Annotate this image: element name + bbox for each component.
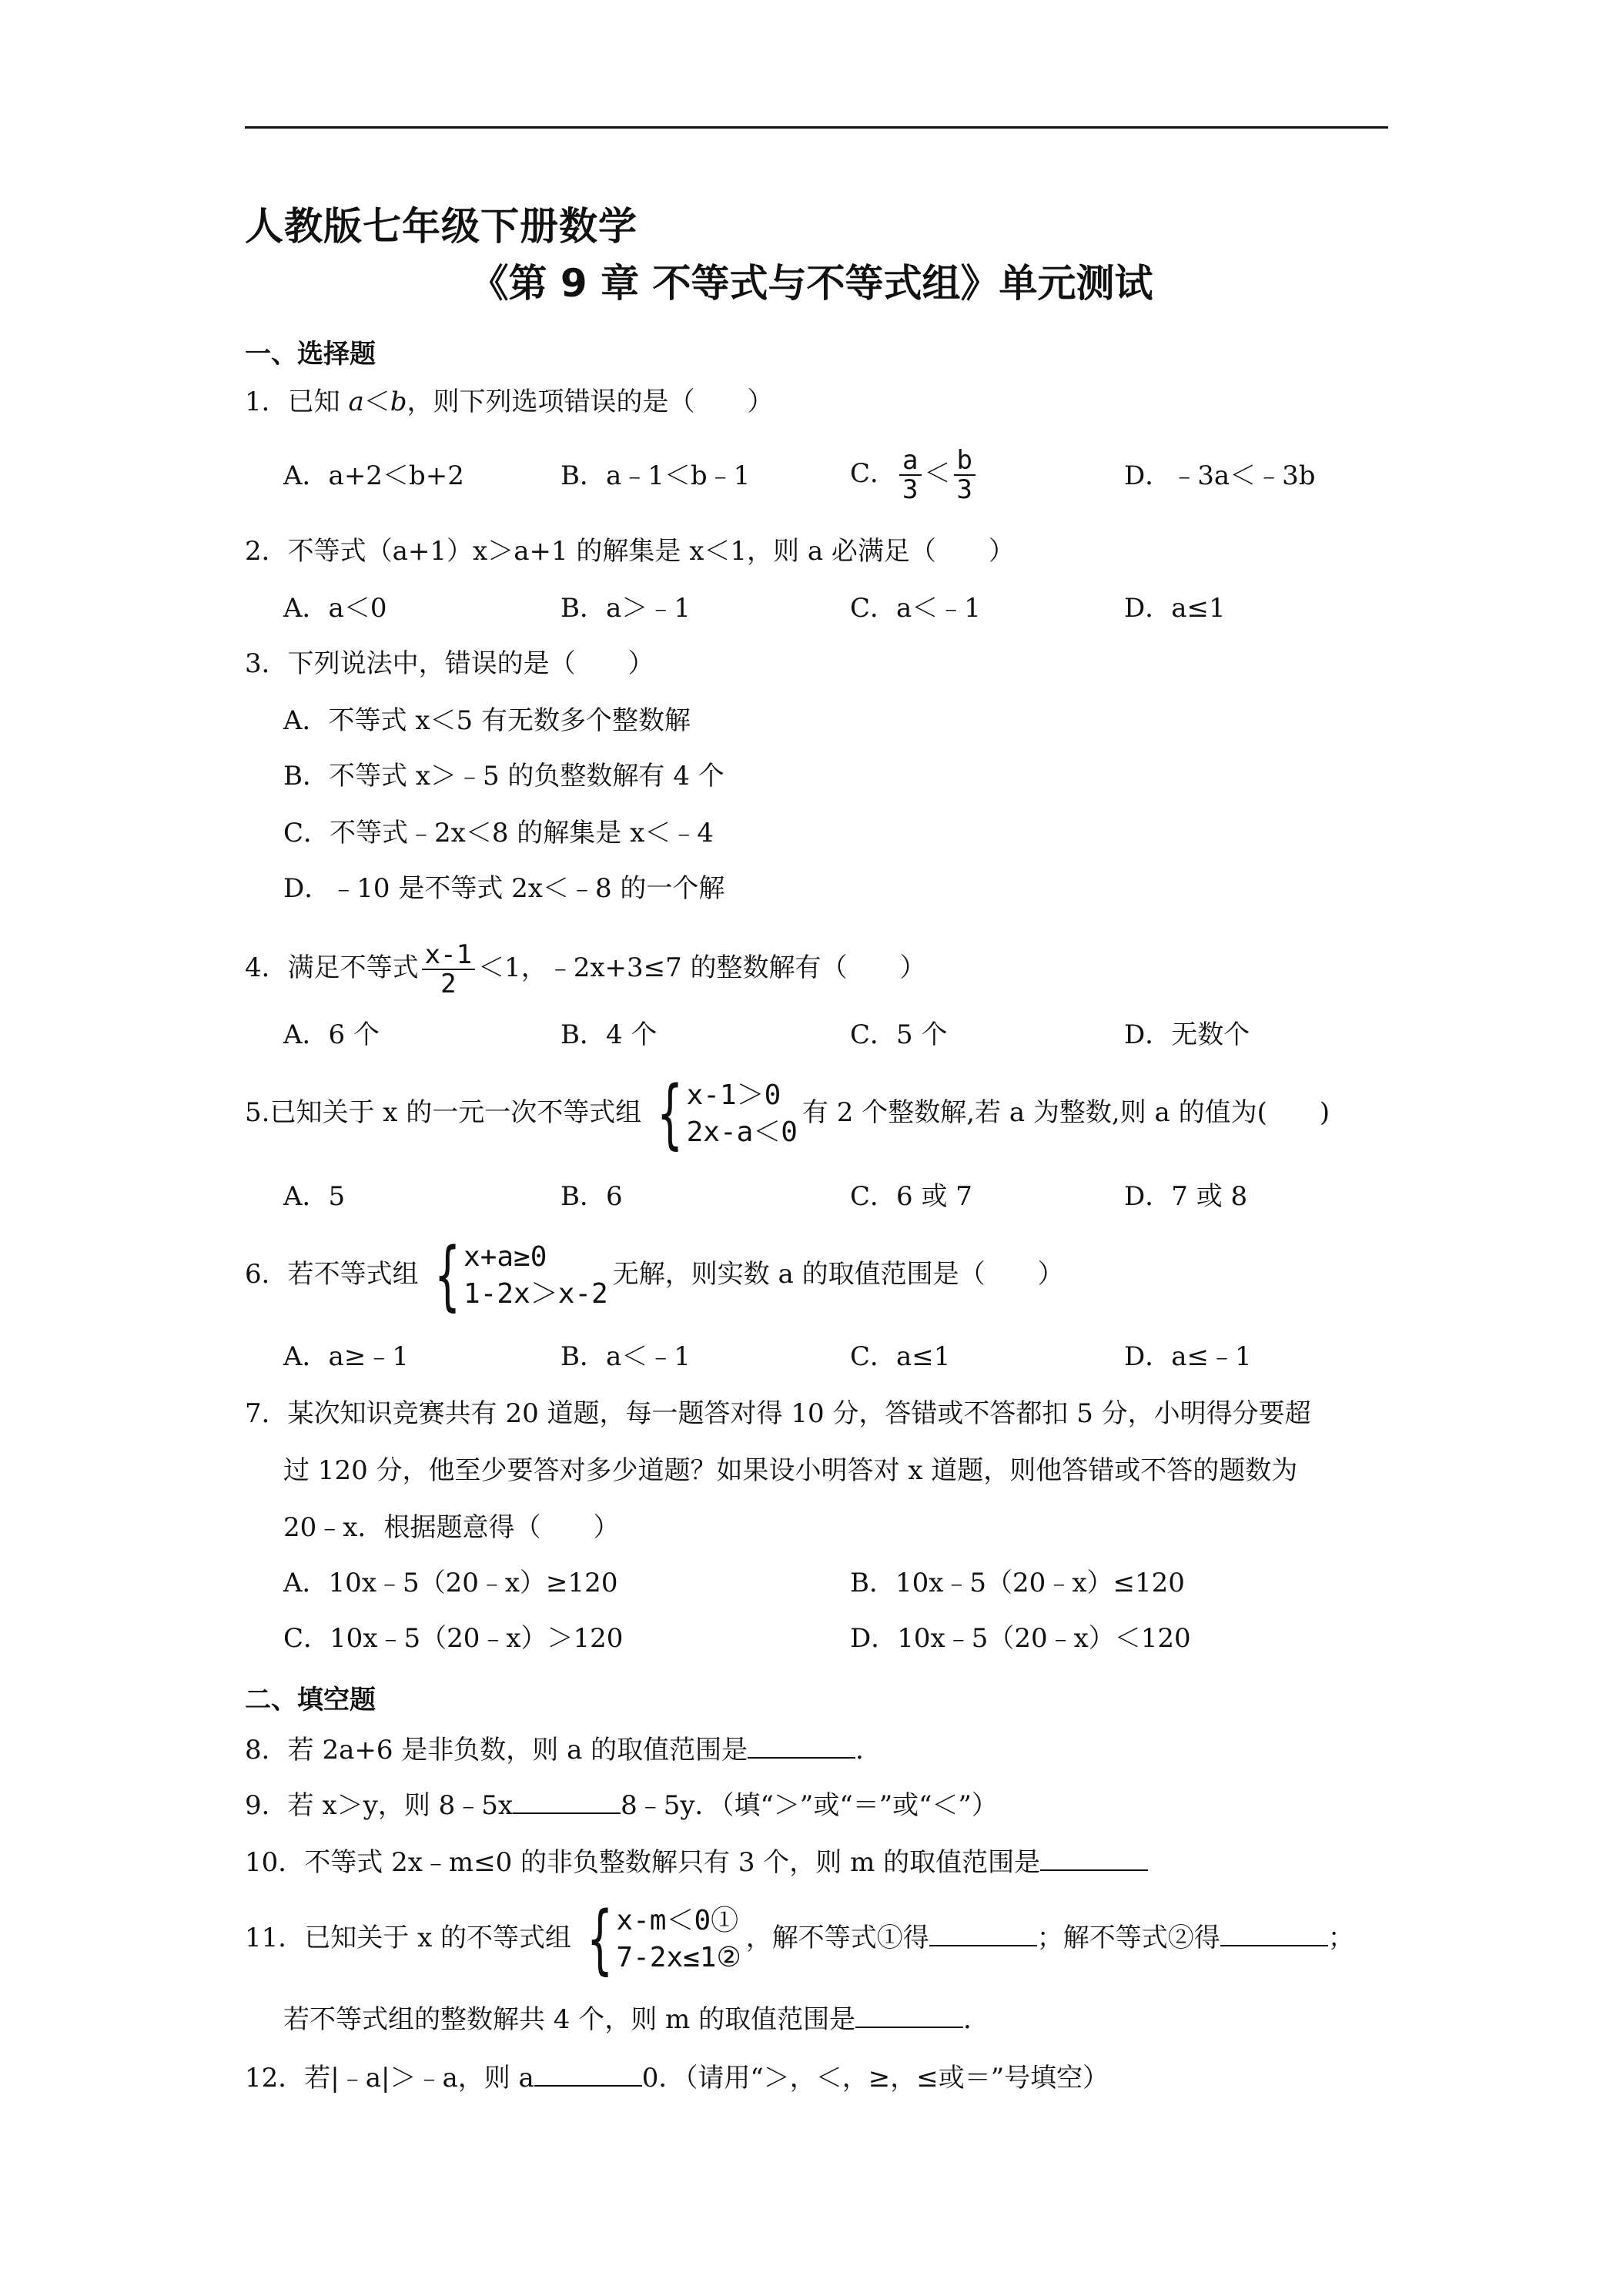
q6-option-c: C．a≤1 xyxy=(850,1341,951,1372)
question-1: 1．已知 a＜b，则下列选项错误的是（ ） xyxy=(245,387,774,417)
q5-system: { x-1＞0 2x-a＜0 xyxy=(657,1070,798,1158)
q3-option-a: A．不等式 x＜5 有无数多个整数解 xyxy=(283,705,691,736)
question-12: 12．若|﹣a|＞﹣a，则 a 0．（请用“＞，＜，≥，≤或＝”号填空） xyxy=(245,2060,1109,2095)
q2-option-c: C．a＜﹣1 xyxy=(850,593,981,624)
q5-option-d: D．7 或 8 xyxy=(1124,1181,1248,1212)
q11-answer-blank-1 xyxy=(929,1920,1037,1946)
q6-system: { x+a≥0 1-2x＞x-2 xyxy=(433,1232,608,1320)
q1-option-a: A．a+2＜b+2 xyxy=(283,460,464,491)
question-9: 9．若 x＞y，则 8﹣5x 8﹣5y．（填“＞”或“＝”或“＜”） xyxy=(245,1788,998,1822)
q4-option-a: A．6 个 xyxy=(283,1019,380,1050)
question-11-line-2: 若不等式组的整数解共 4 个，则 m 的取值范围是 ． xyxy=(283,2002,989,2037)
q4-option-d: D．无数个 xyxy=(1124,1019,1250,1050)
question-11: 11．已知关于 x 的不等式组 { x-m＜0① 7-2x≤1② ，解不等式①得 ；解不等式②得 ； xyxy=(245,1896,1354,1983)
q3-option-d: D．﹣10 是不等式 2x＜﹣8 的一个解 xyxy=(283,873,725,904)
question-7-line-2: 过 120 分，他至少要答对多少道题？如果设小明答对 x 道题，则他答错或不答的题数为 xyxy=(283,1455,1298,1486)
question-6: 6．若不等式组 { x+a≥0 1-2x＞x-2 无解，则实数 a 的取值范围是（ ） xyxy=(245,1232,1064,1320)
doc-title: 人教版七年级下册数学 xyxy=(245,204,637,249)
q7-option-b: B．10x﹣5（20﹣x）≤120 xyxy=(850,1568,1185,1598)
q9-answer-blank xyxy=(513,1788,621,1814)
header-rule xyxy=(245,126,1388,129)
q1-option-b: B．a﹣1＜b﹣1 xyxy=(561,460,751,491)
q4-option-b: B．4 个 xyxy=(561,1019,658,1050)
q6-option-d: D．a≤﹣1 xyxy=(1124,1341,1252,1372)
q5-option-b: B．6 xyxy=(561,1181,623,1212)
question-10: 10．不等式 2x﹣m≤0 的非负整数解只有 3 个，则 m 的取值范围是 xyxy=(245,1845,1148,1879)
q2-option-d: D．a≤1 xyxy=(1124,593,1226,624)
q5-option-c: C．6 或 7 xyxy=(850,1181,972,1212)
q10-answer-blank xyxy=(1040,1845,1148,1871)
q4-option-c: C．5 个 xyxy=(850,1019,948,1050)
question-5: 5.已知关于 x 的一元一次不等式组 { x-1＞0 2x-a＜0 有 2 个整数解,若 a 为整数,则 a 的值为( ) xyxy=(245,1070,1330,1158)
q7-option-d: D．10x﹣5（20﹣x）＜120 xyxy=(850,1623,1191,1654)
question-7-line-1: 7．某次知识竞赛共有 20 道题，每一题答对得 10 分，答错或不答都扣 5 分，小明得分要超 xyxy=(245,1398,1311,1429)
q11-system: { x-m＜0① 7-2x≤1② xyxy=(587,1896,741,1983)
q11-answer-blank-3 xyxy=(855,2002,963,2028)
q7-option-c: C．10x﹣5（20﹣x）＞120 xyxy=(283,1623,624,1654)
section-fill: 二、填空题 xyxy=(245,1685,376,1715)
q3-option-c: C．不等式﹣2x＜8 的解集是 x＜﹣4 xyxy=(283,818,714,848)
section-choice: 一、选择题 xyxy=(245,339,376,370)
question-7-line-3: 20﹣x．根据题意得（ ） xyxy=(283,1512,620,1543)
q11-answer-blank-2 xyxy=(1220,1920,1328,1946)
doc-subtitle: 《第 9 章 不等式与不等式组》单元测试 xyxy=(470,261,1153,306)
q6-option-b: B．a＜﹣1 xyxy=(561,1341,691,1372)
q3-option-b: B．不等式 x＞﹣5 的负整数解有 4 个 xyxy=(283,761,724,792)
question-3: 3．下列说法中，错误的是（ ） xyxy=(245,648,654,679)
q5-option-a: A．5 xyxy=(283,1181,346,1212)
q7-option-a: A．10x﹣5（20﹣x）≥120 xyxy=(283,1568,618,1598)
q6-option-a: A．a≥﹣1 xyxy=(283,1341,409,1372)
question-8: 8．若 2a+6 是非负数，则 a 的取值范围是 ． xyxy=(245,1732,882,1767)
q1-option-c: C． $\frac{a}{3}$ ＜ $\frac{b}{3}$ xyxy=(850,447,979,504)
question-2: 2．不等式（a+1）x＞a+1 的解集是 x＜1，则 a 必满足（ ） xyxy=(245,536,1015,567)
question-4: 4．满足不等式 $\frac{x-1}{2}$ ＜1，﹣2x+3≤7 的整数解有（ ） xyxy=(245,939,926,999)
q2-option-b: B．a＞﹣1 xyxy=(561,593,691,624)
q2-option-a: A．a＜0 xyxy=(283,593,387,624)
q8-answer-blank xyxy=(748,1732,855,1759)
q12-answer-blank xyxy=(534,2060,642,2087)
q1-option-d: D．﹣3a＜﹣3b xyxy=(1124,460,1316,491)
